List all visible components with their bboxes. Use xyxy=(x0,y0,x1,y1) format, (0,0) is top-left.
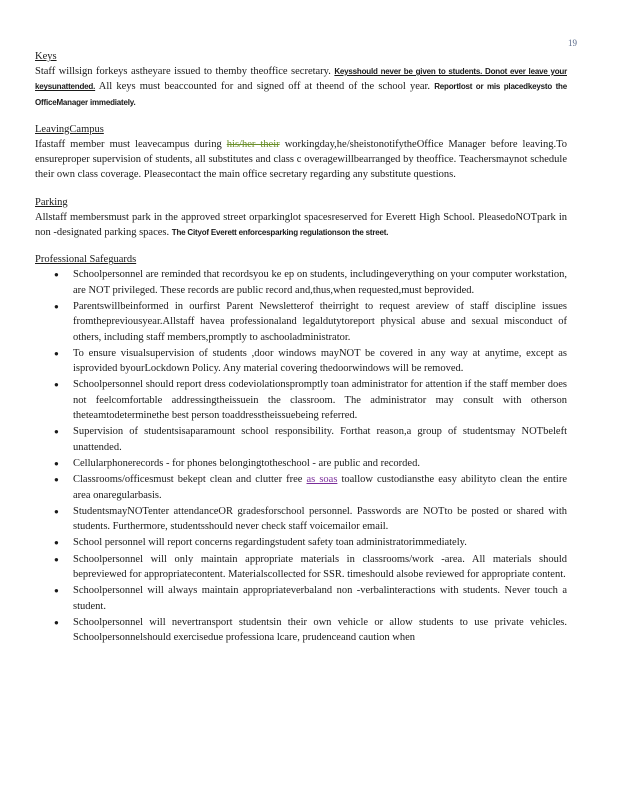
leaving-text-1: Ifastaff member must leavecampus during xyxy=(35,138,222,150)
keys-text-3: All keys must beaccounted for and signed off at theend of the school year. xyxy=(98,81,431,93)
list-item xyxy=(73,552,567,583)
parking-text-1: Allstaff membersmust park in the approved street orparkinglot spacesreserved for Everett High School. PleasedoNOTpark in non -designated parking spaces. xyxy=(35,211,567,239)
section-leaving-campus xyxy=(35,122,567,183)
list-item-text: Classrooms/officesmust bekept clean and clutter free xyxy=(73,474,303,486)
list-item xyxy=(73,615,567,646)
list-item xyxy=(73,346,567,377)
list-item-text: Schoolpersonnel will always maintain appropriateverbaland non -verbalinteractions with students. Never touch a student. xyxy=(73,585,567,612)
list-item-text: Schoolpersonnel will nevertransport studentsin their own vehicle or allow students to use private vehicles. Schoolpersonnelshould exercisedue professiona lcare, prudenceand caution when xyxy=(73,616,567,644)
list-item xyxy=(73,299,567,345)
list-item xyxy=(73,456,567,471)
document-body xyxy=(35,49,567,658)
parking-text-2: The Cityof Everett enforcesparking regulationson the street. xyxy=(171,228,389,238)
keys-heading: Keys xyxy=(35,51,57,62)
section-parking xyxy=(35,195,567,241)
list-item xyxy=(73,583,567,614)
leaving-paragraph xyxy=(35,137,567,183)
list-item xyxy=(73,267,567,298)
inserted-text: as soas xyxy=(306,474,338,486)
list-item-text: Schoolpersonnel should report dress codeviolationspromptly toan administrator for attention if the staff member does not feelcomfortable addressingtheissuein the classroom. The administrator may consult with otherson theteamtodeterminethe best person toaddresstheissuebeing referred. xyxy=(73,379,567,422)
keys-text-4: Reportlost or mis placedkeysto the OfficeManager immediately. xyxy=(35,82,567,107)
leaving-struck-text: his/her their xyxy=(226,138,280,150)
list-item-text: Supervision of studentsisaparamount school responsibility. Forthat reason,a group of studentsmay NOTbeleft unattended. xyxy=(73,426,567,453)
parking-heading: Parking xyxy=(35,196,68,208)
keys-text-1: Staff willsign forkeys astheyare issued to themby theoffice secretary. xyxy=(35,66,331,77)
list-item-text: School personnel will report concerns regardingstudent safety toan administratorimmediately. xyxy=(73,537,467,549)
parking-paragraph xyxy=(35,210,567,241)
list-item xyxy=(73,535,567,550)
safeguards-list xyxy=(35,267,567,645)
list-item xyxy=(73,504,567,535)
list-item-text: Cellularphonerecords - for phones belongingtotheschool - are public and recorded. xyxy=(73,457,420,469)
list-item-text: Parentswillbeinformed in ourfirst Parent Newsletterof theirright to request areview of staff discipline issues fromthepreviousyear.Allstaff havea professionaland legaldutytoreport physical abuse and sexual misconduct of others, including staff members,promptly to aschooladministrator. xyxy=(73,300,567,343)
keys-text-2: Keysshould never be given to students. Donot ever leave your keysunattended. xyxy=(35,67,567,92)
list-item-text: To ensure visualsupervision of students ,door windows mayNOT be covered in any way at anytime, except as isprovided byourLockdown Policy. Any material covering thedoorwindows will be removed. xyxy=(73,347,567,375)
list-item-text: toallow custodiansthe easy abilityto clean the entire area onaregularbasis. xyxy=(73,474,567,501)
list-item-text: Schoolpersonnel are reminded that recordsyou ke ep on students, includingeverything on your computer workstation, are NOT privileged. These records are public record and,thus,when requested,must beprovided. xyxy=(73,269,567,296)
list-item xyxy=(73,377,567,423)
section-keys xyxy=(35,49,567,110)
leaving-heading: LeavingCampus xyxy=(35,123,104,135)
list-item xyxy=(73,472,567,503)
list-item-text: StudentsmayNOTenter attendanceOR gradesforschool personnel. Passwords are NOTto be posted or shared with students. Furthermore, studentsshould never check staff voicemailor email. xyxy=(73,505,567,533)
page-number: 19 xyxy=(568,38,577,48)
list-item xyxy=(73,424,567,455)
safeguards-heading: Professional Safeguards xyxy=(35,254,137,266)
keys-paragraph xyxy=(35,64,567,110)
section-professional-safeguards xyxy=(35,252,567,645)
list-item-text: Schoolpersonnel will only maintain appropriate materials in classrooms/work -area. All materials should bepreviewed for appropriatecontent. Materialscollected for SSR. timeshould alsobe reviewed for appropriate content. xyxy=(73,553,567,581)
leaving-text-2: workingday,he/sheistonotifytheOffice Manager before leaving.To ensureproper supervision of students, all substitutes and class c overagewillbearranged by theoffice. Teachersmaynot schedule their own class coverage. Pleasecontact the main office secretary regarding any substitute questions. xyxy=(35,138,568,181)
